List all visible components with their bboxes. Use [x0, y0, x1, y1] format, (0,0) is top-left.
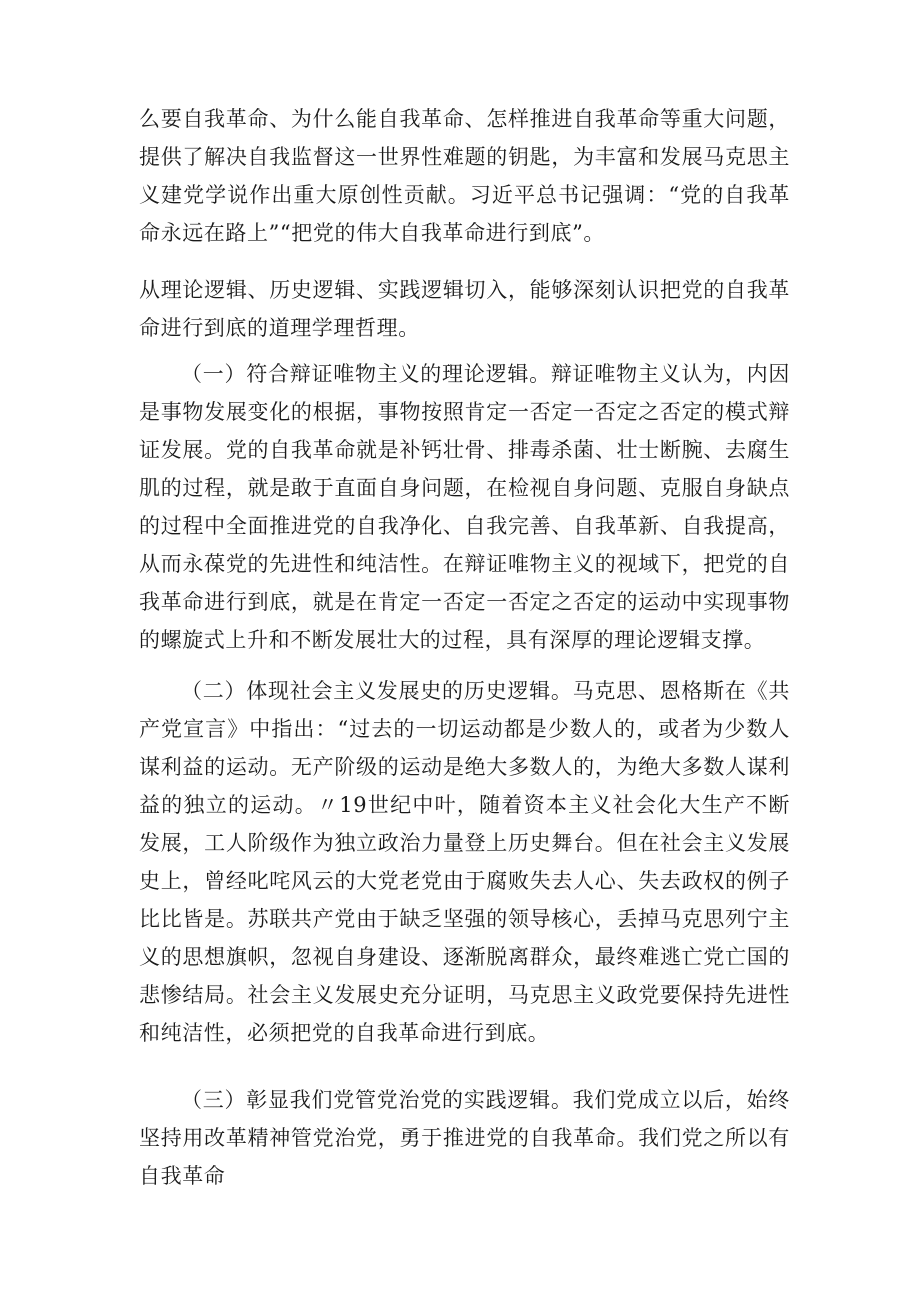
paragraph-intro: 从理论逻辑、历史逻辑、实践逻辑切入，能够深刻认识把党的自我革命进行到底的道理学理哲理。	[139, 278, 790, 340]
paragraph-section-2: （二）体现社会主义发展史的历史逻辑。马克思、恩格斯在《共产党宣言》中指出：“过去的一切运动都是少数人的，或者为少数人谋利益的运动。无产阶级的运动是绝大多数人的，为绝大多数人谋利益的独立的运动。〃19世纪中叶，随着资本主义社会化大生产不断发展，工人阶级作为独立政治力量登上历史舞台。但在社会主义发展史上，曾经叱咤风云的大党老党由于腐败失去人心、失去政权的例子比比皆是。苏联共产党由于缺乏坚强的领导核心，丢掉马克思列宁主义的思想旗帜，忽视自身建设、逐渐脱离群众，最终难逃亡党亡国的悲惨结局。社会主义发展史充分证明，马克思主义政党要保持先进性和纯洁性，必须把党的自我革命进行到底。	[139, 679, 790, 1045]
paragraph-section-1: （一）符合辩证唯物主义的理论逻辑。辩证唯物主义认为，内因是事物发展变化的根据，事物按照肯定一否定一否定之否定的模式辩证发展。党的自我革命就是补钙壮骨、排毒杀菌、壮士断腕、去腐生肌的过程，就是敢于直面自身问题，在检视自身问题、克服自身缺点的过程中全面推进党的自我净化、自我完善、自我革新、自我提高，从而永葆党的先进性和纯洁性。在辩证唯物主义的视域下，把党的自我革命进行到底，就是在肯定一否定一否定之否定的运动中实现事物的螺旋式上升和不断发展壮大的过程，具有深厚的理论逻辑支撑。	[139, 362, 790, 652]
paragraph-continuation: 么要自我革命、为什么能自我革命、怎样推进自我革命等重大问题，提供了解决自我监督这一世界性难题的钥匙，为丰富和发展马克思主义建党学说作出重大原创性贡献。习近平总书记强调：“党的自我革命永远在路上”“把党的伟大自我革命进行到底”。	[139, 107, 790, 245]
paragraph-section-3: （三）彰显我们党管党治党的实践逻辑。我们党成立以后，始终坚持用改革精神管党治党，勇于推进党的自我革命。我们党之所以有自我革命	[139, 1088, 790, 1188]
